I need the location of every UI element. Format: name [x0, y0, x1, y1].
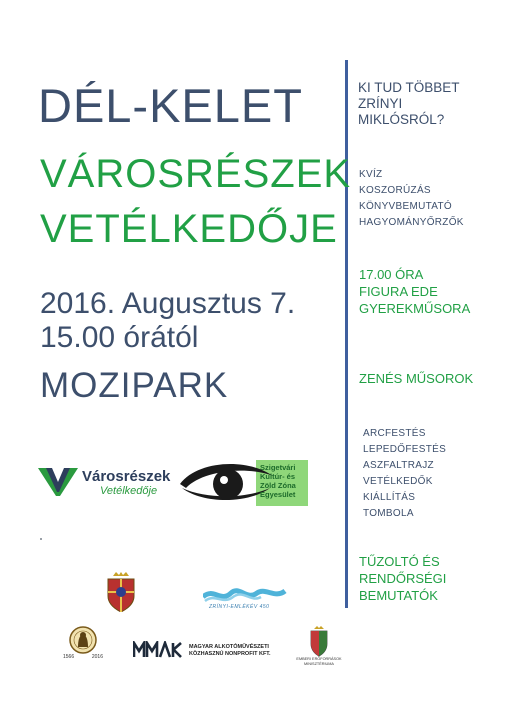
city-crest-logo [105, 572, 137, 612]
list-item: HAGYOMÁNYŐRZŐK [359, 217, 464, 228]
question-line: MIKLÓSRÓL? [358, 112, 445, 127]
title-vetelkedoje: VETÉLKEDŐJE [40, 207, 338, 251]
mma-logo [133, 637, 283, 665]
list-item: KVÍZ [359, 169, 383, 180]
mma-line: MAGYAR ALKOTÓMŰVÉSZETI [189, 644, 269, 650]
list-item: KOSZORÚZÁS [359, 185, 431, 196]
list-item: KÖNYVBEMUTATÓ [359, 201, 452, 212]
emmi-logo [290, 626, 348, 670]
event-date-time: 15.00 órától [40, 321, 199, 354]
demo-line: TŰZOLTÓ ÉS [359, 554, 440, 569]
activities-list-2 [363, 426, 446, 522]
list-item: ASZFALTRAJZ [363, 460, 434, 471]
seal-icon [60, 625, 106, 655]
event-venue: MOZIPARK [40, 366, 229, 405]
demo-block [359, 553, 446, 604]
seal-year-end: 2016 [91, 654, 103, 660]
zrinyi-emlekev-label: ZRÍNYI-EMLÉKÉV 450 [209, 604, 270, 610]
szigetvari-line: Kultúr- és [260, 472, 296, 481]
mma-text [189, 644, 271, 657]
emmi-line: MINISZTÉRIUMA [304, 661, 334, 666]
varosreszek-title: Városrészek [82, 468, 171, 485]
szigetvari-line: Egyesület [260, 490, 296, 499]
list-item: VETÉLKEDŐK [363, 476, 433, 487]
small-mark [40, 538, 42, 540]
varosreszek-logo [38, 460, 178, 502]
list-item: KIÁLLÍTÁS [363, 492, 416, 503]
mma-mark-icon [133, 641, 183, 659]
show-line: FIGURA EDE [359, 284, 438, 299]
title-varosreszek: VÁROSRÉSZEK [40, 152, 352, 196]
demo-line: BEMUTATÓK [359, 588, 438, 603]
emmi-line: EMBERI ERŐFORRÁSOK [296, 657, 342, 661]
szigetvari-line: Szigetvári [260, 463, 296, 472]
szigetvari-egyesulet-logo [178, 458, 308, 508]
varosreszek-subtitle: Vetélkedője [100, 485, 158, 497]
zrinyi-emlekev-logo [203, 585, 293, 615]
show-block [359, 266, 470, 317]
demo-line: RENDŐRSÉGI [359, 571, 447, 586]
coat-of-arms-icon [290, 626, 348, 658]
music-program: ZENÉS MŰSOROK [359, 371, 474, 386]
wave-logo-icon [203, 585, 293, 605]
activities-list-1 [359, 167, 464, 231]
question-line: ZRÍNYI [358, 96, 403, 111]
show-line: 17.00 ÓRA [359, 267, 424, 282]
list-item: ARCFESTÉS [363, 428, 426, 439]
v-mark-icon [38, 466, 78, 496]
list-item: LEPEDŐFESTÉS [363, 444, 447, 455]
show-line: GYEREKMŰSORA [359, 301, 471, 316]
emmi-text [290, 657, 348, 666]
crest-icon [105, 572, 137, 612]
szigetvari-text [260, 463, 296, 499]
event-date [40, 287, 295, 355]
szigetvari-line: Zöld Zóna [260, 481, 296, 490]
question-block [358, 80, 460, 128]
title-del-kelet: DÉL-KELET [38, 79, 303, 132]
vertical-divider [345, 60, 348, 608]
list-item: TOMBOLA [363, 508, 414, 519]
mma-line: KÖZHASZNÚ NONPROFIT KFT. [189, 650, 271, 657]
question-line: KI TUD TÖBBET [358, 80, 460, 95]
event-date-day: 2016. Augusztus 7. [40, 287, 296, 320]
seal-year-start: 1566 [63, 654, 75, 660]
